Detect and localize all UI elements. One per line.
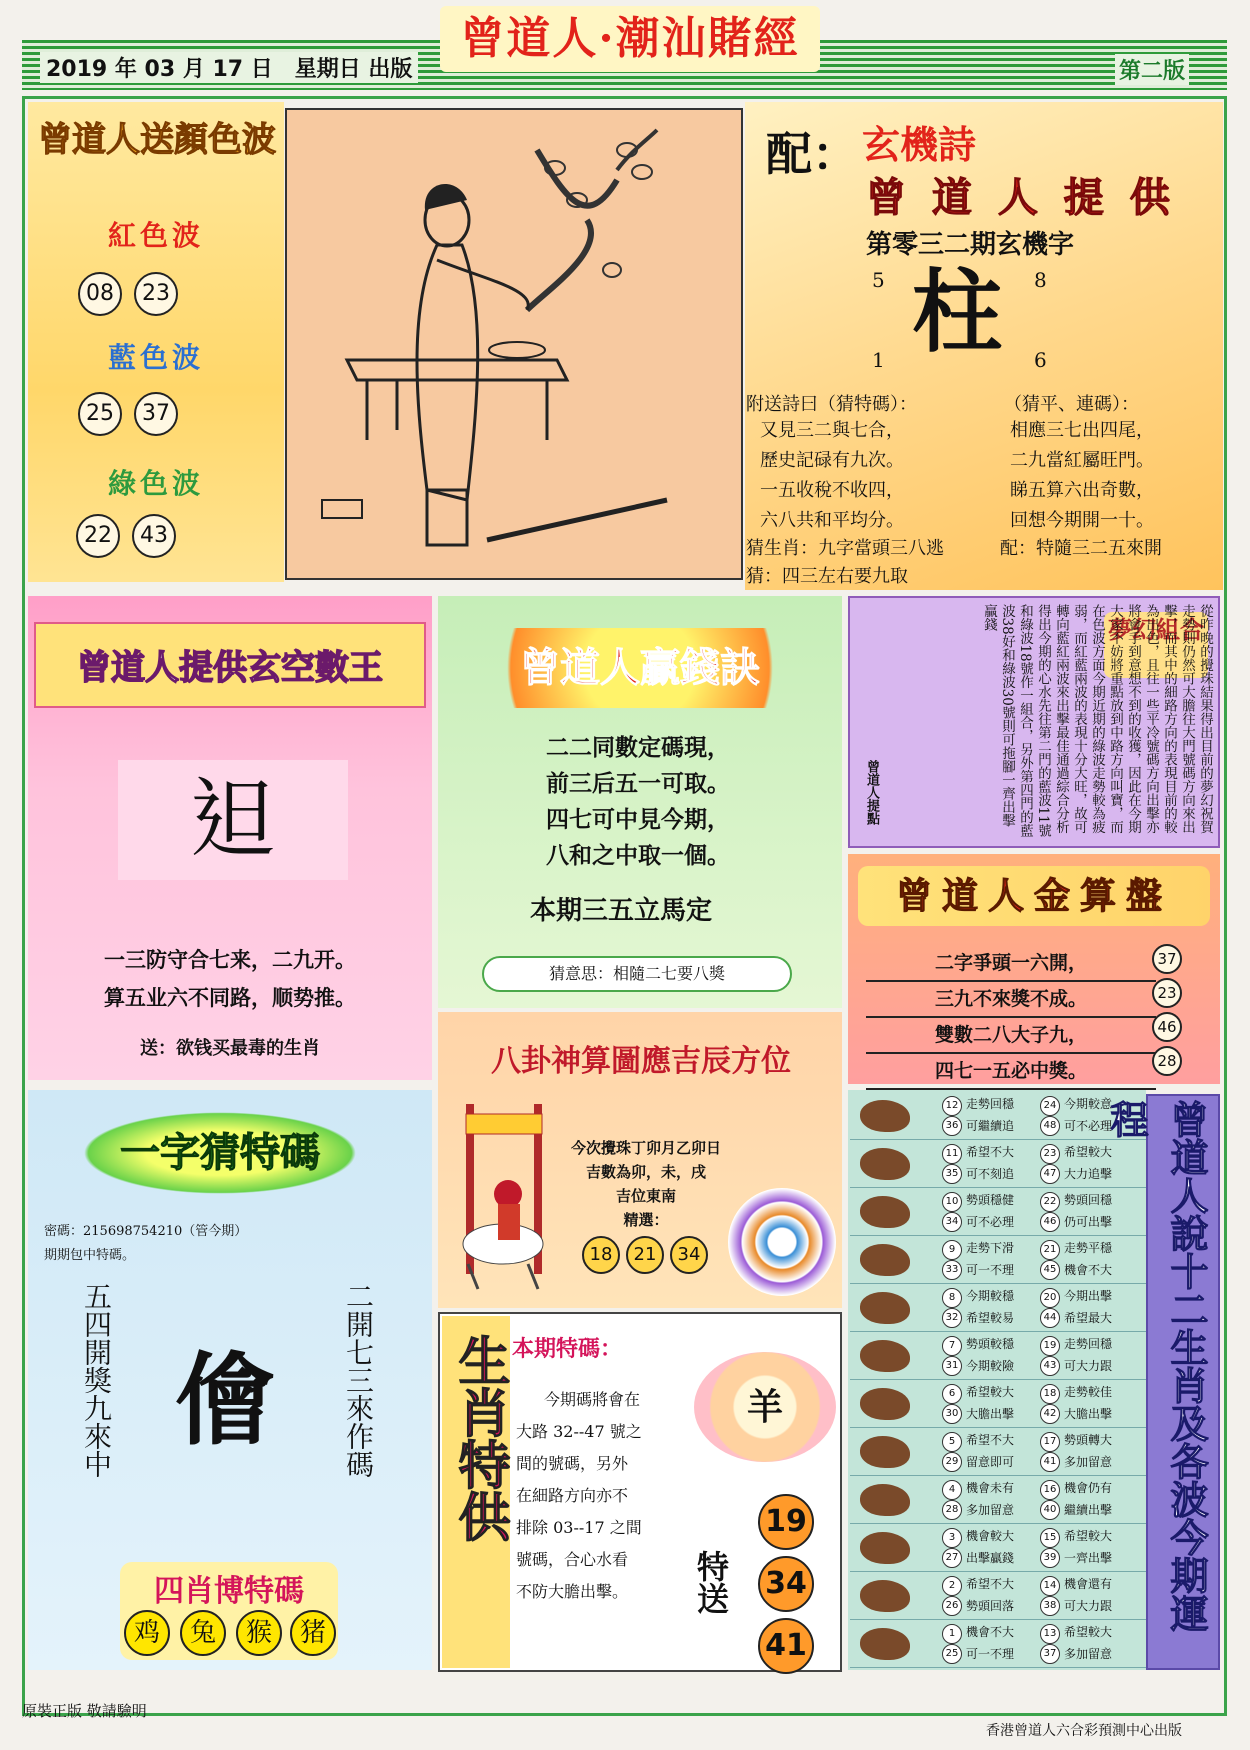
xuankong-glyph: 𨑨 <box>118 760 348 880</box>
one-char-right: 二開七三來作碼 <box>342 1282 375 1478</box>
zodiac-number: 14 <box>1040 1576 1060 1596</box>
lady-drawing-icon <box>287 110 741 578</box>
zodiac-fortune: 希望較大 <box>966 1385 1015 1399</box>
zodiac-row <box>850 1620 1146 1668</box>
special-title: 本期特碼： <box>512 1336 623 1362</box>
zodiac-number: 7 <box>942 1336 962 1356</box>
ox-icon <box>860 1148 910 1180</box>
zodiac-number: 26 <box>942 1596 962 1616</box>
zodiac-number: 9 <box>942 1240 962 1260</box>
zodiac-number: 40 <box>1040 1500 1060 1520</box>
abacus-num-1: 37 <box>1152 944 1182 974</box>
guess-zodiac: 猜生肖：九字當頭三八逃 <box>746 538 944 559</box>
poem-left-line: 一五收稅不收四， <box>760 480 904 501</box>
four-zodiac-4: 猪 <box>290 1610 336 1656</box>
mystic-num-4: 6 <box>1034 348 1047 372</box>
zodiac-fortune: 仍可出擊 <box>1064 1215 1113 1229</box>
zodiac-number: 44 <box>1040 1308 1060 1328</box>
special-line: 不防大膽出擊。 <box>516 1582 629 1601</box>
zodiac-row <box>850 1380 1146 1428</box>
zodiac-row <box>850 1572 1146 1620</box>
zodiac-number: 8 <box>942 1288 962 1308</box>
zodiac-number: 20 <box>1040 1288 1060 1308</box>
zodiac-fortune: 勢頭較穩 <box>966 1337 1015 1351</box>
zodiac-fortune: 大膽出擊 <box>1064 1407 1113 1421</box>
issue-date: 2019 年 03 月 17 日 星期日 出版 <box>40 52 418 83</box>
zodiac-row <box>850 1332 1146 1380</box>
zodiac-number: 29 <box>942 1452 962 1472</box>
zodiac-number: 19 <box>1040 1336 1060 1356</box>
four-zodiac-3: 猴 <box>236 1610 282 1656</box>
zodiac-number: 6 <box>942 1384 962 1404</box>
poem-right-line: 相應三七出四尾， <box>1010 420 1154 441</box>
special-side-title: 生肖特供 <box>449 1334 510 1542</box>
one-char-glyph: 儈 <box>175 1341 275 1459</box>
abacus-row-text: 四七一五必中獎。 <box>866 1054 1156 1090</box>
zodiac-fortune: 大力追擊 <box>1064 1167 1113 1181</box>
zodiac-fortune: 可不刻追 <box>966 1167 1015 1181</box>
zodiac-number: 1 <box>942 1624 962 1644</box>
zodiac-row <box>850 1428 1146 1476</box>
dog-icon <box>860 1580 910 1612</box>
poem-right-line: 睇五算六出奇數， <box>1010 480 1154 501</box>
win-formula-line: 八和之中取一個。 <box>546 842 730 869</box>
special-num-1: 19 <box>758 1494 814 1550</box>
mystic-num-1: 5 <box>872 268 885 292</box>
zodiac-number: 27 <box>942 1548 962 1568</box>
special-line: 大路 32--47 號之 <box>516 1422 642 1441</box>
zodiac-fortune: 走勢下滑 <box>966 1241 1015 1255</box>
abacus-title: 曾道人金算盤 <box>858 866 1210 926</box>
win-formula-lines <box>546 730 730 874</box>
mystic-num-2: 8 <box>1034 268 1047 292</box>
xuankong-line-1: 一三防守合七来，二九开。 <box>104 947 356 972</box>
abacus-row-text: 三九不來獎不成。 <box>866 982 1156 1018</box>
bagua-line-4: 精選： <box>623 1211 669 1229</box>
poem-right-line: 二九當紅屬旺門。 <box>1010 450 1154 471</box>
zodiac-fortune: 希望較易 <box>966 1311 1015 1325</box>
zodiac-fortune: 機會不大 <box>1064 1263 1113 1277</box>
green-wave-num-1: 22 <box>76 514 120 558</box>
page-title: 曾道人·潮汕賭經 <box>440 6 820 72</box>
bagua-line-3: 吉位東南 <box>615 1187 676 1205</box>
special-line: 今期碼將會在 <box>544 1390 641 1409</box>
zodiac-number: 37 <box>1040 1644 1060 1664</box>
poem-left-line: 歷史記碌有九次。 <box>760 450 904 471</box>
red-wave-label: 紅色波 <box>107 219 204 252</box>
zodiac-number: 35 <box>942 1164 962 1184</box>
zodiac-fortune: 多加留意 <box>966 1503 1015 1517</box>
special-zodiac: 羊 <box>694 1352 836 1462</box>
zodiac-fortune: 希望最大 <box>1064 1311 1113 1325</box>
special-line: 號碼，合心水看 <box>516 1550 629 1569</box>
xuankong-title: 曾道人提供玄空數王 <box>77 648 383 688</box>
zodiac-fortune: 大膽出擊 <box>966 1407 1015 1421</box>
zodiac-fortune: 希望不大 <box>966 1577 1015 1591</box>
bagua-wheel-icon <box>728 1188 836 1296</box>
twelve-zodiac-title: 曾道人說十二生肖及各波今期運程 <box>1104 1100 1209 1632</box>
zodiac-fortune: 勢頭回落 <box>966 1599 1015 1613</box>
rabbit-icon <box>860 1244 910 1276</box>
dream-combo-title: 夢幻組合 <box>1104 612 1208 678</box>
bagua-text <box>556 1136 736 1232</box>
zodiac-number: 43 <box>1040 1356 1060 1376</box>
zodiac-number: 36 <box>942 1116 962 1136</box>
blue-wave-num-2: 37 <box>134 392 178 436</box>
poem-left-head: 附送詩曰（猜特碼）： <box>746 394 917 415</box>
monkey-icon <box>860 1484 910 1516</box>
zodiac-fortune: 勢頭回穩 <box>1064 1193 1113 1207</box>
bagua-line-2: 吉數為卯，未，戌 <box>585 1163 706 1181</box>
zodiac-fortune: 多加留意 <box>1064 1647 1113 1661</box>
zodiac-fortune: 可繼續追 <box>966 1119 1015 1133</box>
horse-icon <box>860 1388 910 1420</box>
lady-illustration <box>285 108 743 580</box>
zodiac-fortune: 留意即可 <box>966 1455 1015 1469</box>
zodiac-fortune: 希望較大 <box>1064 1145 1113 1159</box>
win-formula-guess: 猜意思：相隨二七要八獎 <box>482 956 792 992</box>
zodiac-row <box>850 1236 1146 1284</box>
zodiac-number: 32 <box>942 1308 962 1328</box>
zodiac-fortune: 走勢回穩 <box>1064 1337 1113 1351</box>
rat-icon <box>860 1100 910 1132</box>
zodiac-fortune: 多加留意 <box>1064 1455 1113 1469</box>
zodiac-row <box>850 1092 1146 1140</box>
warrior-horse-icon <box>448 1104 558 1294</box>
bagua-num-3: 34 <box>670 1236 708 1274</box>
zodiac-number: 41 <box>1040 1452 1060 1472</box>
abacus-num-4: 28 <box>1152 1046 1182 1076</box>
footer-right: 香港曾道人六合彩預測中心出版 <box>986 1723 1182 1739</box>
dream-combo-text: 從昨晚的攪珠結果得出目前的夢幻祝賀走勢則仍然可大膽往大門號碼方向來出擊，而其中的細路方向的表現目前的較為出色，且往一些平冷號碼方向出擊亦將會手到意想不到的收獲，因此在今期大家不妨將重點放到中路方向叫寶，而在色波方面今期近期的綠波走勢較為疲弱，而紅藍兩波的表現十分大旺，故可轉向藍紅兩波來出擊最佳通過綜合分析得出今期的心水先往第二門的藍波11號和綠波18號作一組合，另外第四門的藍波38好和綠波30號則可拖腳一齊出擊贏錢 <box>981 604 1213 838</box>
zodiac-row <box>850 1140 1146 1188</box>
zodiac-fortune: 一齊出擊 <box>1064 1551 1113 1565</box>
win-formula-line: 四七可中見今期， <box>546 806 730 833</box>
snake-icon <box>860 1340 910 1372</box>
zodiac-fortune: 可大力跟 <box>1064 1359 1113 1373</box>
red-wave-num-2: 23 <box>134 272 178 316</box>
blue-wave-label: 藍色波 <box>107 341 204 374</box>
zodiac-fortune: 可不必理 <box>966 1215 1015 1229</box>
zodiac-number: 17 <box>1040 1432 1060 1452</box>
goat-icon <box>860 1436 910 1468</box>
zodiac-number: 23 <box>1040 1144 1060 1164</box>
zodiac-row <box>850 1188 1146 1236</box>
zodiac-fortune: 勢頭轉大 <box>1064 1433 1113 1447</box>
zodiac-number: 45 <box>1040 1260 1060 1280</box>
zodiac-number: 12 <box>942 1096 962 1116</box>
poem-title: 玄機詩 <box>862 122 977 167</box>
special-num-3: 41 <box>758 1618 814 1674</box>
zodiac-number: 31 <box>942 1356 962 1376</box>
twelve-zodiac-rows <box>850 1092 1146 1668</box>
zodiac-fortune: 機會不大 <box>966 1625 1015 1639</box>
abacus-num-3: 46 <box>1152 1012 1182 1042</box>
bagua-line-1: 今次攪珠丁卯月乙卯日 <box>570 1139 721 1157</box>
abacus-num-2: 23 <box>1152 978 1182 1008</box>
win-formula-line: 二二同數定碼現， <box>546 734 730 761</box>
color-wave-title: 曾道人送顏色波 <box>38 120 276 160</box>
pei-label: 配： <box>766 127 858 181</box>
zodiac-number: 11 <box>942 1144 962 1164</box>
zodiac-fortune: 機會未有 <box>966 1481 1015 1495</box>
poem-provider: 曾 道 人 提 供 <box>866 174 1176 221</box>
win-formula-title: 曾道人贏錢訣 <box>460 628 820 708</box>
zodiac-number: 38 <box>1040 1596 1060 1616</box>
zodiac-fortune: 機會仍有 <box>1064 1481 1113 1495</box>
footer-left: 原裝正版 敬請驗明 <box>22 1702 147 1720</box>
zodiac-number: 18 <box>1040 1384 1060 1404</box>
one-char-title: 一字猜特碼 <box>70 1108 370 1198</box>
zodiac-fortune: 今期較意 <box>1064 1097 1113 1111</box>
zodiac-fortune: 今期較險 <box>966 1359 1015 1373</box>
special-line: 在細路方向亦不 <box>516 1486 629 1505</box>
abacus-row-text: 雙數二八大子九， <box>866 1018 1156 1054</box>
pig-icon <box>860 1628 910 1660</box>
zodiac-fortune: 希望較大 <box>1064 1529 1113 1543</box>
special-lines <box>516 1384 642 1608</box>
win-formula-line: 前三后五一可取。 <box>546 770 730 797</box>
zodiac-fortune: 勢頭穩健 <box>966 1193 1015 1207</box>
zodiac-number: 4 <box>942 1480 962 1500</box>
edition-label: 第二版 <box>1115 54 1189 85</box>
win-formula-fixed: 本期三五立馬定 <box>530 896 713 926</box>
green-wave-label: 綠色波 <box>107 467 204 500</box>
pei-hint: 配：特隨三二五來開 <box>1000 538 1162 559</box>
special-send: 特送 <box>692 1550 730 1614</box>
zodiac-fortune: 機會還有 <box>1064 1577 1113 1591</box>
one-char-code: 密碼：215698754210（管今期） <box>44 1224 248 1239</box>
poem-right-head: （猜平、連碼）： <box>1004 394 1139 415</box>
zodiac-number: 42 <box>1040 1404 1060 1424</box>
dragon-icon <box>860 1292 910 1324</box>
four-zodiac-1: 鸡 <box>124 1610 170 1656</box>
zodiac-number: 30 <box>942 1404 962 1424</box>
rooster-icon <box>860 1532 910 1564</box>
zodiac-number: 46 <box>1040 1212 1060 1232</box>
special-line: 間的號碼，另外 <box>516 1454 629 1473</box>
zodiac-number: 28 <box>942 1500 962 1520</box>
zodiac-fortune: 走勢平穩 <box>1064 1241 1113 1255</box>
blue-wave-num-1: 25 <box>78 392 122 436</box>
zodiac-number: 10 <box>942 1192 962 1212</box>
special-num-2: 34 <box>758 1556 814 1612</box>
zodiac-row <box>850 1524 1146 1572</box>
zodiac-row <box>850 1284 1146 1332</box>
poem-left-line: 又見三二與七合， <box>760 420 904 441</box>
four-zodiac-title: 四肖博特碼 <box>154 1574 304 1609</box>
bagua-num-1: 18 <box>582 1236 620 1274</box>
zodiac-fortune: 可一不理 <box>966 1263 1015 1277</box>
zodiac-fortune: 走勢較佳 <box>1064 1385 1113 1399</box>
tiger-icon <box>860 1196 910 1228</box>
issue-title: 第零三二期玄機字 <box>866 230 1075 260</box>
zodiac-fortune: 繼續出擊 <box>1064 1503 1113 1517</box>
zodiac-fortune: 今期出擊 <box>1064 1289 1113 1303</box>
poem-right-line: 回想今期開一十。 <box>1010 510 1154 531</box>
zodiac-number: 33 <box>942 1260 962 1280</box>
mystic-num-3: 1 <box>872 348 885 372</box>
zodiac-number: 3 <box>942 1528 962 1548</box>
zodiac-row <box>850 1476 1146 1524</box>
bagua-num-2: 21 <box>626 1236 664 1274</box>
red-wave-num-1: 08 <box>78 272 122 316</box>
four-zodiac-2: 兔 <box>180 1610 226 1656</box>
poem-right-lines <box>1010 416 1154 536</box>
zodiac-number: 25 <box>942 1644 962 1664</box>
zodiac-fortune: 可大力跟 <box>1064 1599 1113 1613</box>
one-char-code-2: 期期包中特碼。 <box>44 1248 136 1263</box>
zodiac-number: 13 <box>1040 1624 1060 1644</box>
xuankong-line-3: 送：欲钱买最毒的生肖 <box>140 1038 320 1059</box>
special-line: 排除 03--17 之間 <box>516 1518 642 1537</box>
zodiac-number: 2 <box>942 1576 962 1596</box>
zodiac-number: 24 <box>1040 1096 1060 1116</box>
dream-combo-sign: 曾道人提點 <box>864 760 879 825</box>
zodiac-fortune: 機會較大 <box>966 1529 1015 1543</box>
abacus-row-text: 二字爭頭一六開， <box>866 946 1156 982</box>
zodiac-fortune: 可不必理 <box>1064 1119 1113 1133</box>
zodiac-number: 48 <box>1040 1116 1060 1136</box>
zodiac-fortune: 走勢回穩 <box>966 1097 1015 1111</box>
zodiac-fortune: 可一不理 <box>966 1647 1015 1661</box>
zodiac-fortune: 希望不大 <box>966 1433 1015 1447</box>
zodiac-number: 5 <box>942 1432 962 1452</box>
zodiac-number: 39 <box>1040 1548 1060 1568</box>
zodiac-number: 34 <box>942 1212 962 1232</box>
zodiac-number: 16 <box>1040 1480 1060 1500</box>
zodiac-fortune: 今期較穩 <box>966 1289 1015 1303</box>
zodiac-number: 47 <box>1040 1164 1060 1184</box>
zodiac-fortune: 希望較大 <box>1064 1625 1113 1639</box>
abacus-rows <box>866 946 1156 1090</box>
poem-left-line: 六八共和平均分。 <box>760 510 904 531</box>
zodiac-number: 22 <box>1040 1192 1060 1212</box>
zodiac-number: 21 <box>1040 1240 1060 1260</box>
mystic-character: 柱 <box>912 259 1002 365</box>
zodiac-fortune: 出擊贏錢 <box>966 1551 1015 1565</box>
zodiac-number: 15 <box>1040 1528 1060 1548</box>
guess-hint: 猜：四三左右要九取 <box>746 566 908 587</box>
one-char-left: 五四開獎九來中 <box>80 1282 113 1478</box>
poem-left-lines <box>760 416 904 536</box>
green-wave-num-2: 43 <box>132 514 176 558</box>
xuankong-line-2: 算五业六不同路，顺势推。 <box>104 985 356 1010</box>
zodiac-fortune: 希望不大 <box>966 1145 1015 1159</box>
bagua-title: 八卦神算圖應吉辰方位 <box>491 1044 791 1079</box>
